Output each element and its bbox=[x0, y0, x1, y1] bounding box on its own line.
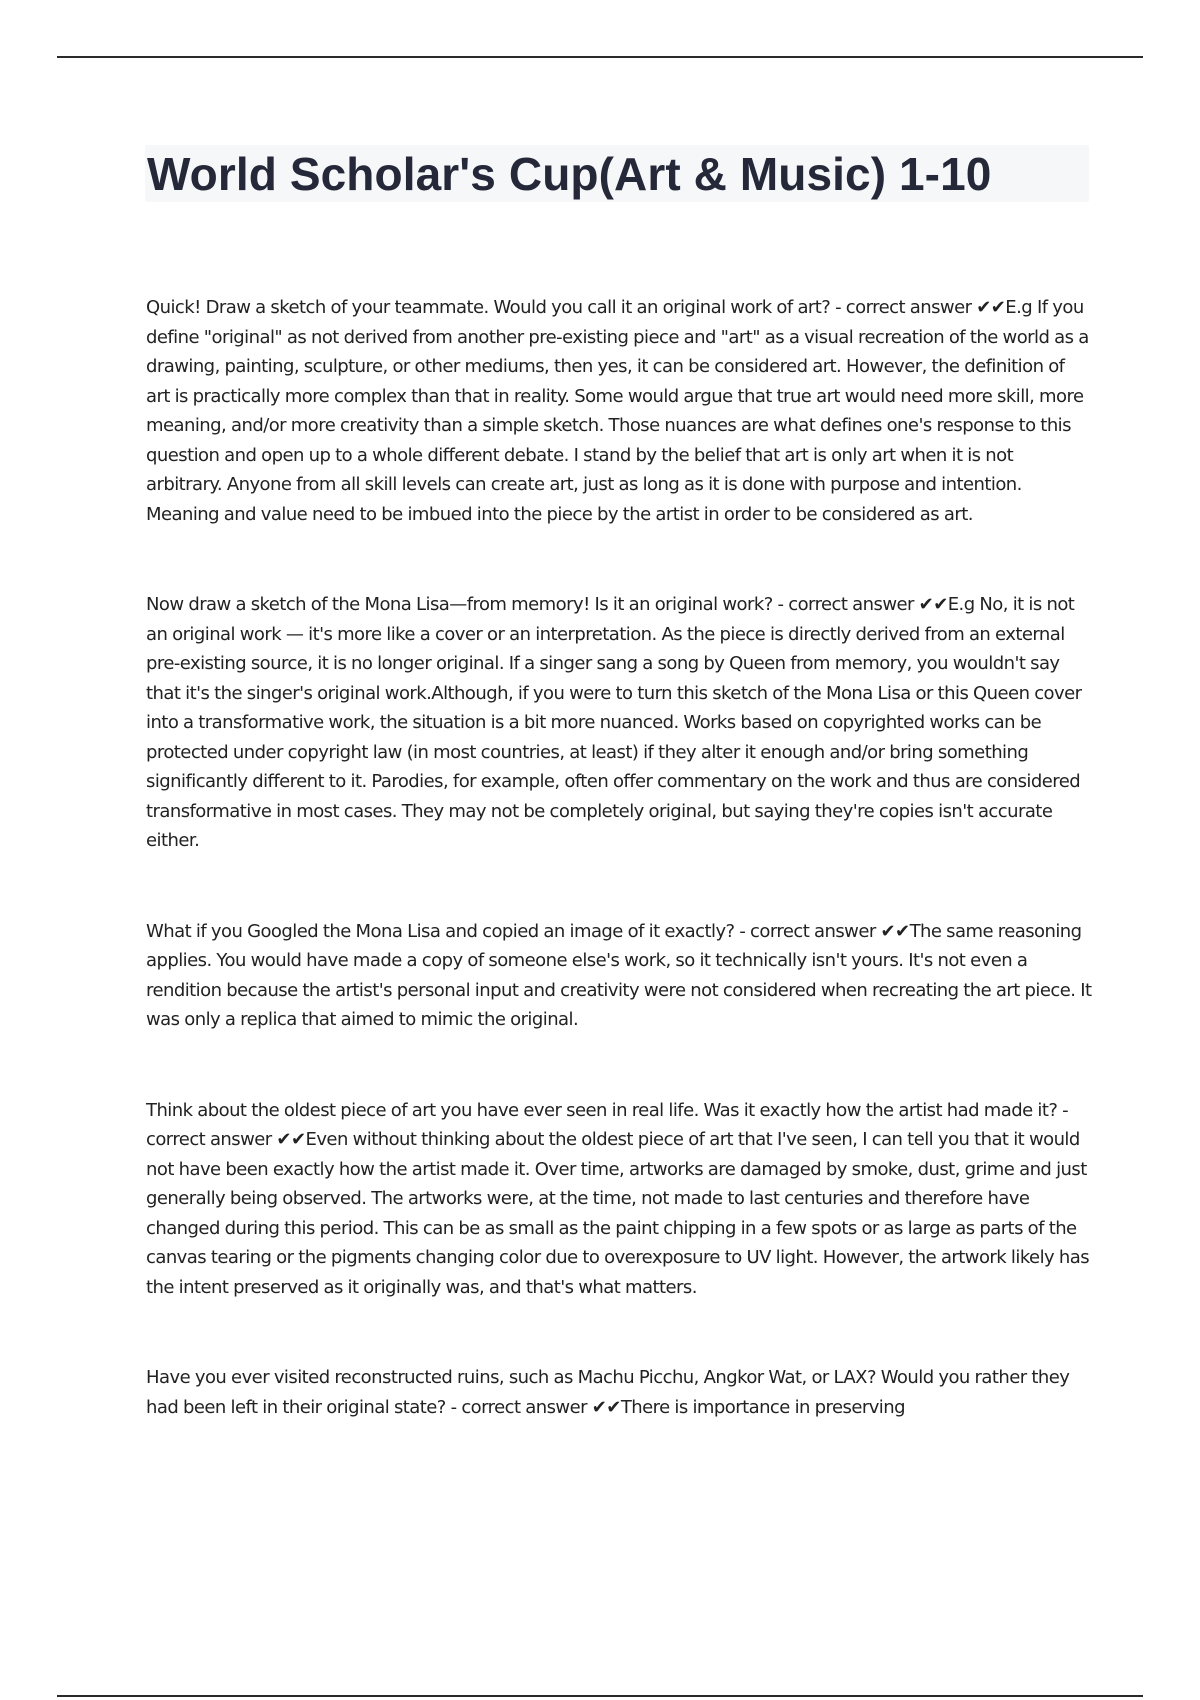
qa-entry-5 bbox=[146, 1363, 1092, 1422]
qa-entry-3 bbox=[146, 917, 1092, 1035]
answer-text: Even without thinking about the oldest piece of art that I've seen, I can tell you that it would not have been exactly how the artist made it. Over time, artworks are damaged by smoke, dust, grime and just generally being observed. The artworks were, at the time, not made to last centuries and therefore have changed during this period. This can be as small as the paint chipping in a few spots or as large as parts of the canvas tearing or the pigments changing color due to overexposure to UV light. However, the artwork likely has the intent preserved as it originally was, and that's what matters. bbox=[146, 1129, 1090, 1298]
question-text: What if you Googled the Mona Lisa and copied an image of it exactly? bbox=[146, 920, 735, 942]
question-text: Quick! Draw a sketch of your teammate. Would you call it an original work of art? bbox=[146, 297, 831, 318]
document-title: World Scholar's Cup(Art & Music) 1-10 bbox=[147, 148, 992, 200]
answer-separator: - correct answer ✔✔ bbox=[445, 1396, 621, 1418]
document-body bbox=[146, 293, 1092, 1483]
bottom-rule bbox=[57, 1695, 1143, 1697]
qa-entry-1 bbox=[146, 293, 1092, 529]
answer-separator: - correct answer ✔✔ bbox=[772, 594, 948, 615]
answer-separator: - correct answer ✔✔ bbox=[830, 297, 1006, 318]
question-text: Now draw a sketch of the Mona Lisa—from memory! Is it an original work? bbox=[146, 594, 773, 615]
answer-text: E.g No, it is not an original work — it's more like a cover or an interpretation. As the piece is directly derived from an external pre-existing source, it is no longer original. If a singer sang a song by Queen from memory, you wouldn't say that it's the singer's original work.Although, if you were to turn this sketch of the Mona Lisa or this Queen cover into a transformative work, the situation is a bit more nuanced. Works based on copyrighted works can be protected under copyright law (in most countries, at least) if they alter it enough and/or bring something significantly different to it. Parodies, for example, often offer commentary on the work and thus are considered transformative in most cases. They may not be completely original, but saying they're copies isn't accurate either. bbox=[146, 594, 1082, 851]
top-rule bbox=[57, 56, 1143, 58]
qa-entry-2 bbox=[146, 590, 1092, 856]
question-text: Think about the oldest piece of art you have ever seen in real life. Was it exactly how the artist had made it? bbox=[146, 1099, 1058, 1121]
answer-text: The same reasoning applies. You would have made a copy of someone else's work, so it technically isn't yours. It's not even a rendition because the artist's personal input and creativity were not considered when recreating the art piece. It was only a replica that aimed to mimic the original. bbox=[146, 920, 1092, 1030]
qa-entry-4 bbox=[146, 1096, 1092, 1303]
answer-separator: - correct answer ✔✔ bbox=[146, 1099, 1069, 1150]
question-text: Have you ever visited reconstructed ruins, such as Machu Picchu, Angkor Wat, or LAX? Would you rather they had been left in their original state? bbox=[146, 1367, 1070, 1418]
answer-text: E.g If you define "original" as not derived from another pre-existing piece and "art" as a visual recreation of the world as a drawing, painting, sculpture, or other mediums, then yes, it can be considered art. However, the definition of art is practically more complex than that in reality. Some would argue that true art would need more skill, more meaning, and/or more creativity than a simple sketch. Those nuances are what defines one's response to this question and open up to a whole different debate. I stand by the belief that art is only art when it is not arbitrary. Anyone from all skill levels can create art, just as long as it is done with purpose and intention. Meaning and value need to be imbued into the piece by the artist in order to be considered as art. bbox=[146, 297, 1089, 525]
answer-separator: - correct answer ✔✔ bbox=[734, 920, 910, 942]
answer-text: There is importance in preserving bbox=[620, 1396, 905, 1418]
